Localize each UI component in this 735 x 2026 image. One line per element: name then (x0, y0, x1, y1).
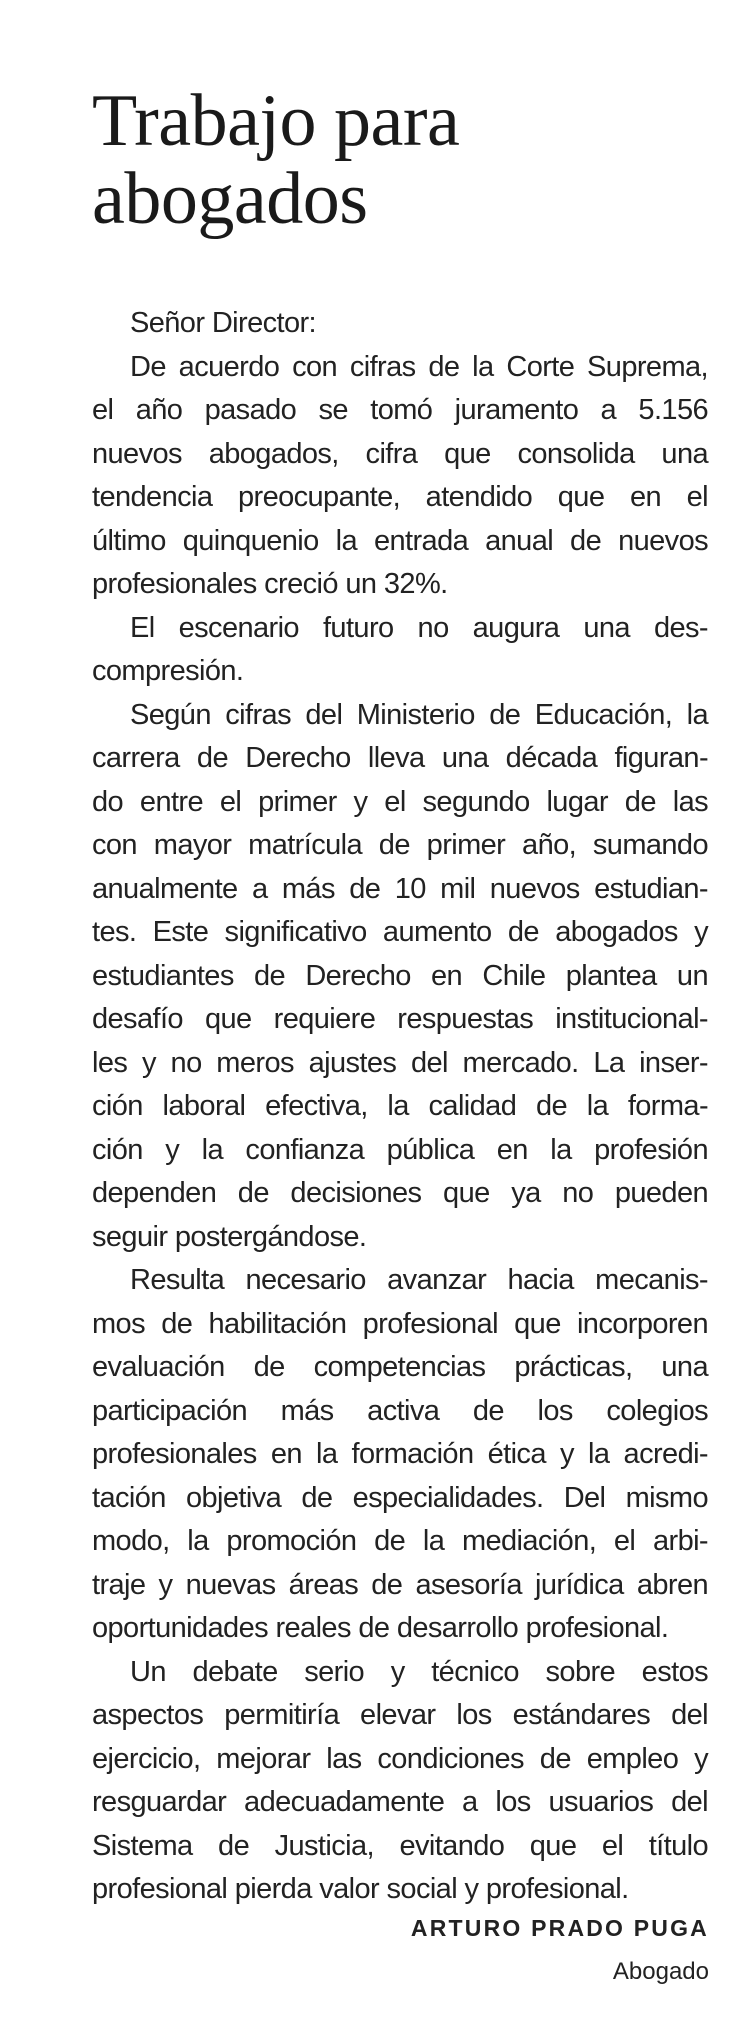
body-line: tación objetiva de especialidades. Del mismo (92, 1481, 708, 1514)
body-line: seguir postergándose. (92, 1220, 367, 1253)
letter-body (92, 302, 708, 1912)
body-line: evaluación de competencias prácticas, una (92, 1351, 708, 1383)
body-line: Sistema de Justicia, evitando que el título (92, 1829, 708, 1862)
body-line: El escenario futuro no augura una des- (130, 611, 708, 644)
body-line: De acuerdo con cifras de la Corte Suprema, (130, 350, 708, 383)
body-line: Señor Director: (130, 307, 317, 339)
body-line: do entre el primer y el segundo lugar de las (92, 785, 708, 818)
body-line: con mayor matrícula de primer año, sumando (92, 829, 708, 861)
body-line: carrera de Derecho lleva una década figuran- (92, 742, 708, 774)
body-line: profesionales creció un 32%. (92, 568, 448, 600)
body-line: participación más activa de los colegios (92, 1394, 708, 1427)
headline (92, 82, 692, 238)
body-line: traje y nuevas áreas de asesoría jurídica abren (92, 1568, 708, 1601)
body-line: profesionales en la formación ética y la acredi- (92, 1438, 708, 1470)
body-line: oportunidades reales de desarrollo profesional. (92, 1612, 669, 1644)
body-line: compresión. (92, 655, 244, 687)
headline-line: Trabajo para (92, 80, 460, 162)
body-line: último quinquenio la entrada anual de nuevos (92, 524, 708, 557)
body-line: ejercicio, mejorar las condiciones de empleo y (92, 1742, 708, 1775)
headline-line: abogados (92, 158, 368, 240)
body-line: tes. Este significativo aumento de abogados y (92, 916, 708, 948)
body-line: dependen de decisiones que ya no pueden (92, 1177, 708, 1209)
body-line: resguardar adecuadamente a los usuarios del (92, 1786, 708, 1818)
body-line: estudiantes de Derecho en Chile plantea un (92, 959, 708, 992)
body-line: les y no meros ajustes del mercado. La inser- (92, 1046, 708, 1079)
body-line: el año pasado se tomó juramento a 5.156 (92, 394, 708, 426)
body-line: tendencia preocupante, atendido que en el (92, 481, 708, 513)
body-line: ción y la confianza pública en la profesión (92, 1133, 708, 1166)
author-title: Abogado (612, 1958, 709, 1985)
author-name: ARTURO PRADO PUGA (410, 1915, 709, 1941)
body-line: anualmente a más de 10 mil nuevos estudian- (92, 872, 708, 905)
body-line: desafío que requiere respuestas institucional- (92, 1003, 708, 1035)
body-line: aspectos permitiría elevar los estándares del (92, 1699, 708, 1731)
body-line: nuevos abogados, cifra que consolida una (92, 437, 708, 470)
body-line: mos de habilitación profesional que incorporen (92, 1307, 708, 1340)
body-line: Un debate serio y técnico sobre estos (130, 1655, 708, 1688)
body-line: ción laboral efectiva, la calidad de la forma- (92, 1090, 708, 1122)
body-line: profesional pierda valor social y profesional. (92, 1873, 629, 1905)
body-line: modo, la promoción de la mediación, el arbi- (92, 1525, 708, 1557)
body-line: Resulta necesario avanzar hacia mecanis- (130, 1264, 708, 1296)
body-line: Según cifras del Ministerio de Educación, la (130, 698, 708, 731)
